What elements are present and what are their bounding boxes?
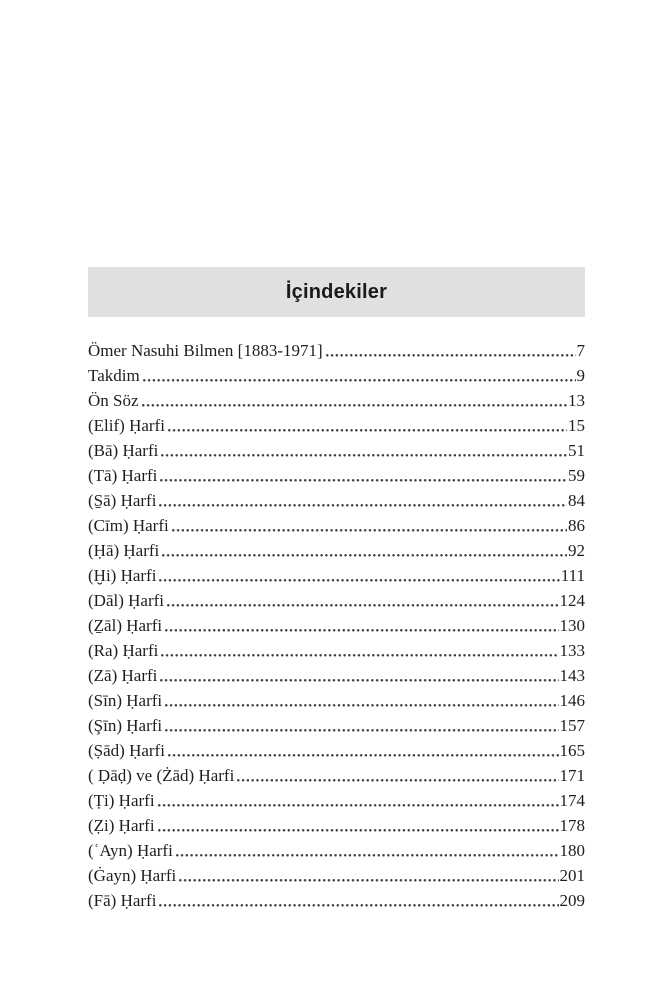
dot-leader: [159, 579, 559, 582]
toc-entry-page: 84: [568, 491, 585, 510]
dot-leader: [159, 504, 567, 507]
toc-entry-label: (Ra) Ḥarfi: [88, 641, 159, 660]
toc-entry: [88, 813, 585, 838]
toc-entry-page: 111: [560, 566, 585, 585]
toc-entry-page: 174: [559, 791, 585, 810]
toc-entry-page: 171: [559, 766, 585, 785]
toc-entry-label: (Bā) Ḥarfi: [88, 441, 159, 460]
toc-entry-page: 124: [559, 591, 585, 610]
toc-entry-page: 7: [576, 341, 585, 360]
toc-entry-label: Ön Söz: [88, 391, 139, 410]
toc-entry: [88, 638, 585, 663]
toc-entry-label: (Elif) Ḥarfi: [88, 416, 165, 435]
toc-entry-label: (Ṭi) Ḥarfi: [88, 791, 155, 810]
toc-entry: [88, 838, 585, 863]
dot-leader: [162, 554, 567, 557]
toc-entry: [88, 763, 585, 788]
toc-entry-page: 92: [568, 541, 585, 560]
toc-entry-label: (Ḫi) Ḥarfi: [88, 566, 157, 585]
dot-leader: [176, 854, 559, 857]
dot-leader: [167, 604, 559, 607]
toc-entry-label: (S̱ā) Ḥarfi: [88, 491, 157, 510]
dot-leader: [158, 804, 559, 807]
toc-entry: [88, 513, 585, 538]
dot-leader: [142, 404, 567, 407]
toc-entry: [88, 588, 585, 613]
toc-entry: [88, 688, 585, 713]
toc-entry-label: (Ḥā) Ḥarfi: [88, 541, 160, 560]
toc-entry: [88, 538, 585, 563]
toc-list: [88, 338, 585, 913]
toc-entry: [88, 488, 585, 513]
toc-entry: [88, 713, 585, 738]
toc-entry-page: 157: [559, 716, 585, 735]
toc-entry-label: (Ẕāl) Ḥarfi: [88, 616, 163, 635]
dot-leader: [165, 729, 558, 732]
toc-entry: [88, 338, 585, 363]
toc-entry-label: (Tā) Ḥarfi: [88, 466, 158, 485]
toc-entry-page: 15: [568, 416, 585, 435]
toc-entry-label: Takdim: [88, 366, 140, 385]
toc-entry-label: ( Ḍāḍ) ve (Żād) Ḥarfi: [88, 766, 235, 785]
dot-leader: [161, 654, 558, 657]
dot-leader: [168, 429, 567, 432]
toc-entry-page: 9: [576, 366, 585, 385]
toc-entry: [88, 863, 585, 888]
dot-leader: [165, 629, 558, 632]
toc-entry-page: 165: [559, 741, 585, 760]
dot-leader: [165, 704, 558, 707]
toc-entry-page: 51: [568, 441, 585, 460]
dot-leader: [179, 879, 558, 882]
contents-block: [88, 267, 585, 913]
toc-entry: [88, 413, 585, 438]
toc-entry-page: 178: [559, 816, 585, 835]
toc-entry-page: 209: [559, 891, 585, 910]
toc-entry-page: 201: [559, 866, 585, 885]
toc-entry-label: (Zā) Ḥarfi: [88, 666, 158, 685]
dot-leader: [168, 754, 559, 757]
toc-entry: [88, 463, 585, 488]
toc-entry-label: (Fā) Ḥarfi: [88, 891, 157, 910]
toc-entry: [88, 563, 585, 588]
dot-leader: [172, 529, 567, 532]
toc-entry-label: (Ẓi) Ḥarfi: [88, 816, 155, 835]
toc-entry-page: 143: [559, 666, 585, 685]
dot-leader: [143, 379, 576, 382]
toc-entry-label: (Sīn) Ḥarfi: [88, 691, 163, 710]
toc-entry: [88, 388, 585, 413]
contents-title: İçindekiler: [285, 280, 388, 303]
toc-entry-page: 59: [568, 466, 585, 485]
toc-entry-page: 133: [559, 641, 585, 660]
toc-entry: [88, 663, 585, 688]
dot-leader: [160, 479, 567, 482]
dot-leader: [159, 904, 558, 907]
toc-entry-label: Ömer Nasuhi Bilmen [1883-1971]: [88, 341, 323, 360]
toc-entry-label: (ʿAyn) Ḥarfi: [88, 841, 173, 860]
toc-entry-page: 146: [559, 691, 585, 710]
toc-entry: [88, 788, 585, 813]
toc-entry: [88, 438, 585, 463]
toc-entry-label: (Ġayn) Ḥarfi: [88, 866, 177, 885]
toc-entry: [88, 613, 585, 638]
toc-entry-label: (Şīn) Ḥarfi: [88, 716, 163, 735]
toc-entry-label: (Dāl) Ḥarfi: [88, 591, 164, 610]
toc-entry: [88, 888, 585, 913]
dot-leader: [161, 454, 567, 457]
dot-leader: [158, 829, 559, 832]
dot-leader: [237, 779, 558, 782]
toc-entry-label: (Ṣād) Ḥarfi: [88, 741, 165, 760]
dot-leader: [326, 354, 576, 357]
toc-entry-page: 13: [568, 391, 585, 410]
toc-entry-page: 180: [559, 841, 585, 860]
toc-entry: [88, 738, 585, 763]
contents-header-bar: [88, 267, 585, 317]
toc-entry-label: (Cīm) Ḥarfi: [88, 516, 169, 535]
toc-entry-page: 130: [559, 616, 585, 635]
toc-entry-page: 86: [568, 516, 585, 535]
toc-entry: [88, 363, 585, 388]
dot-leader: [160, 679, 558, 682]
